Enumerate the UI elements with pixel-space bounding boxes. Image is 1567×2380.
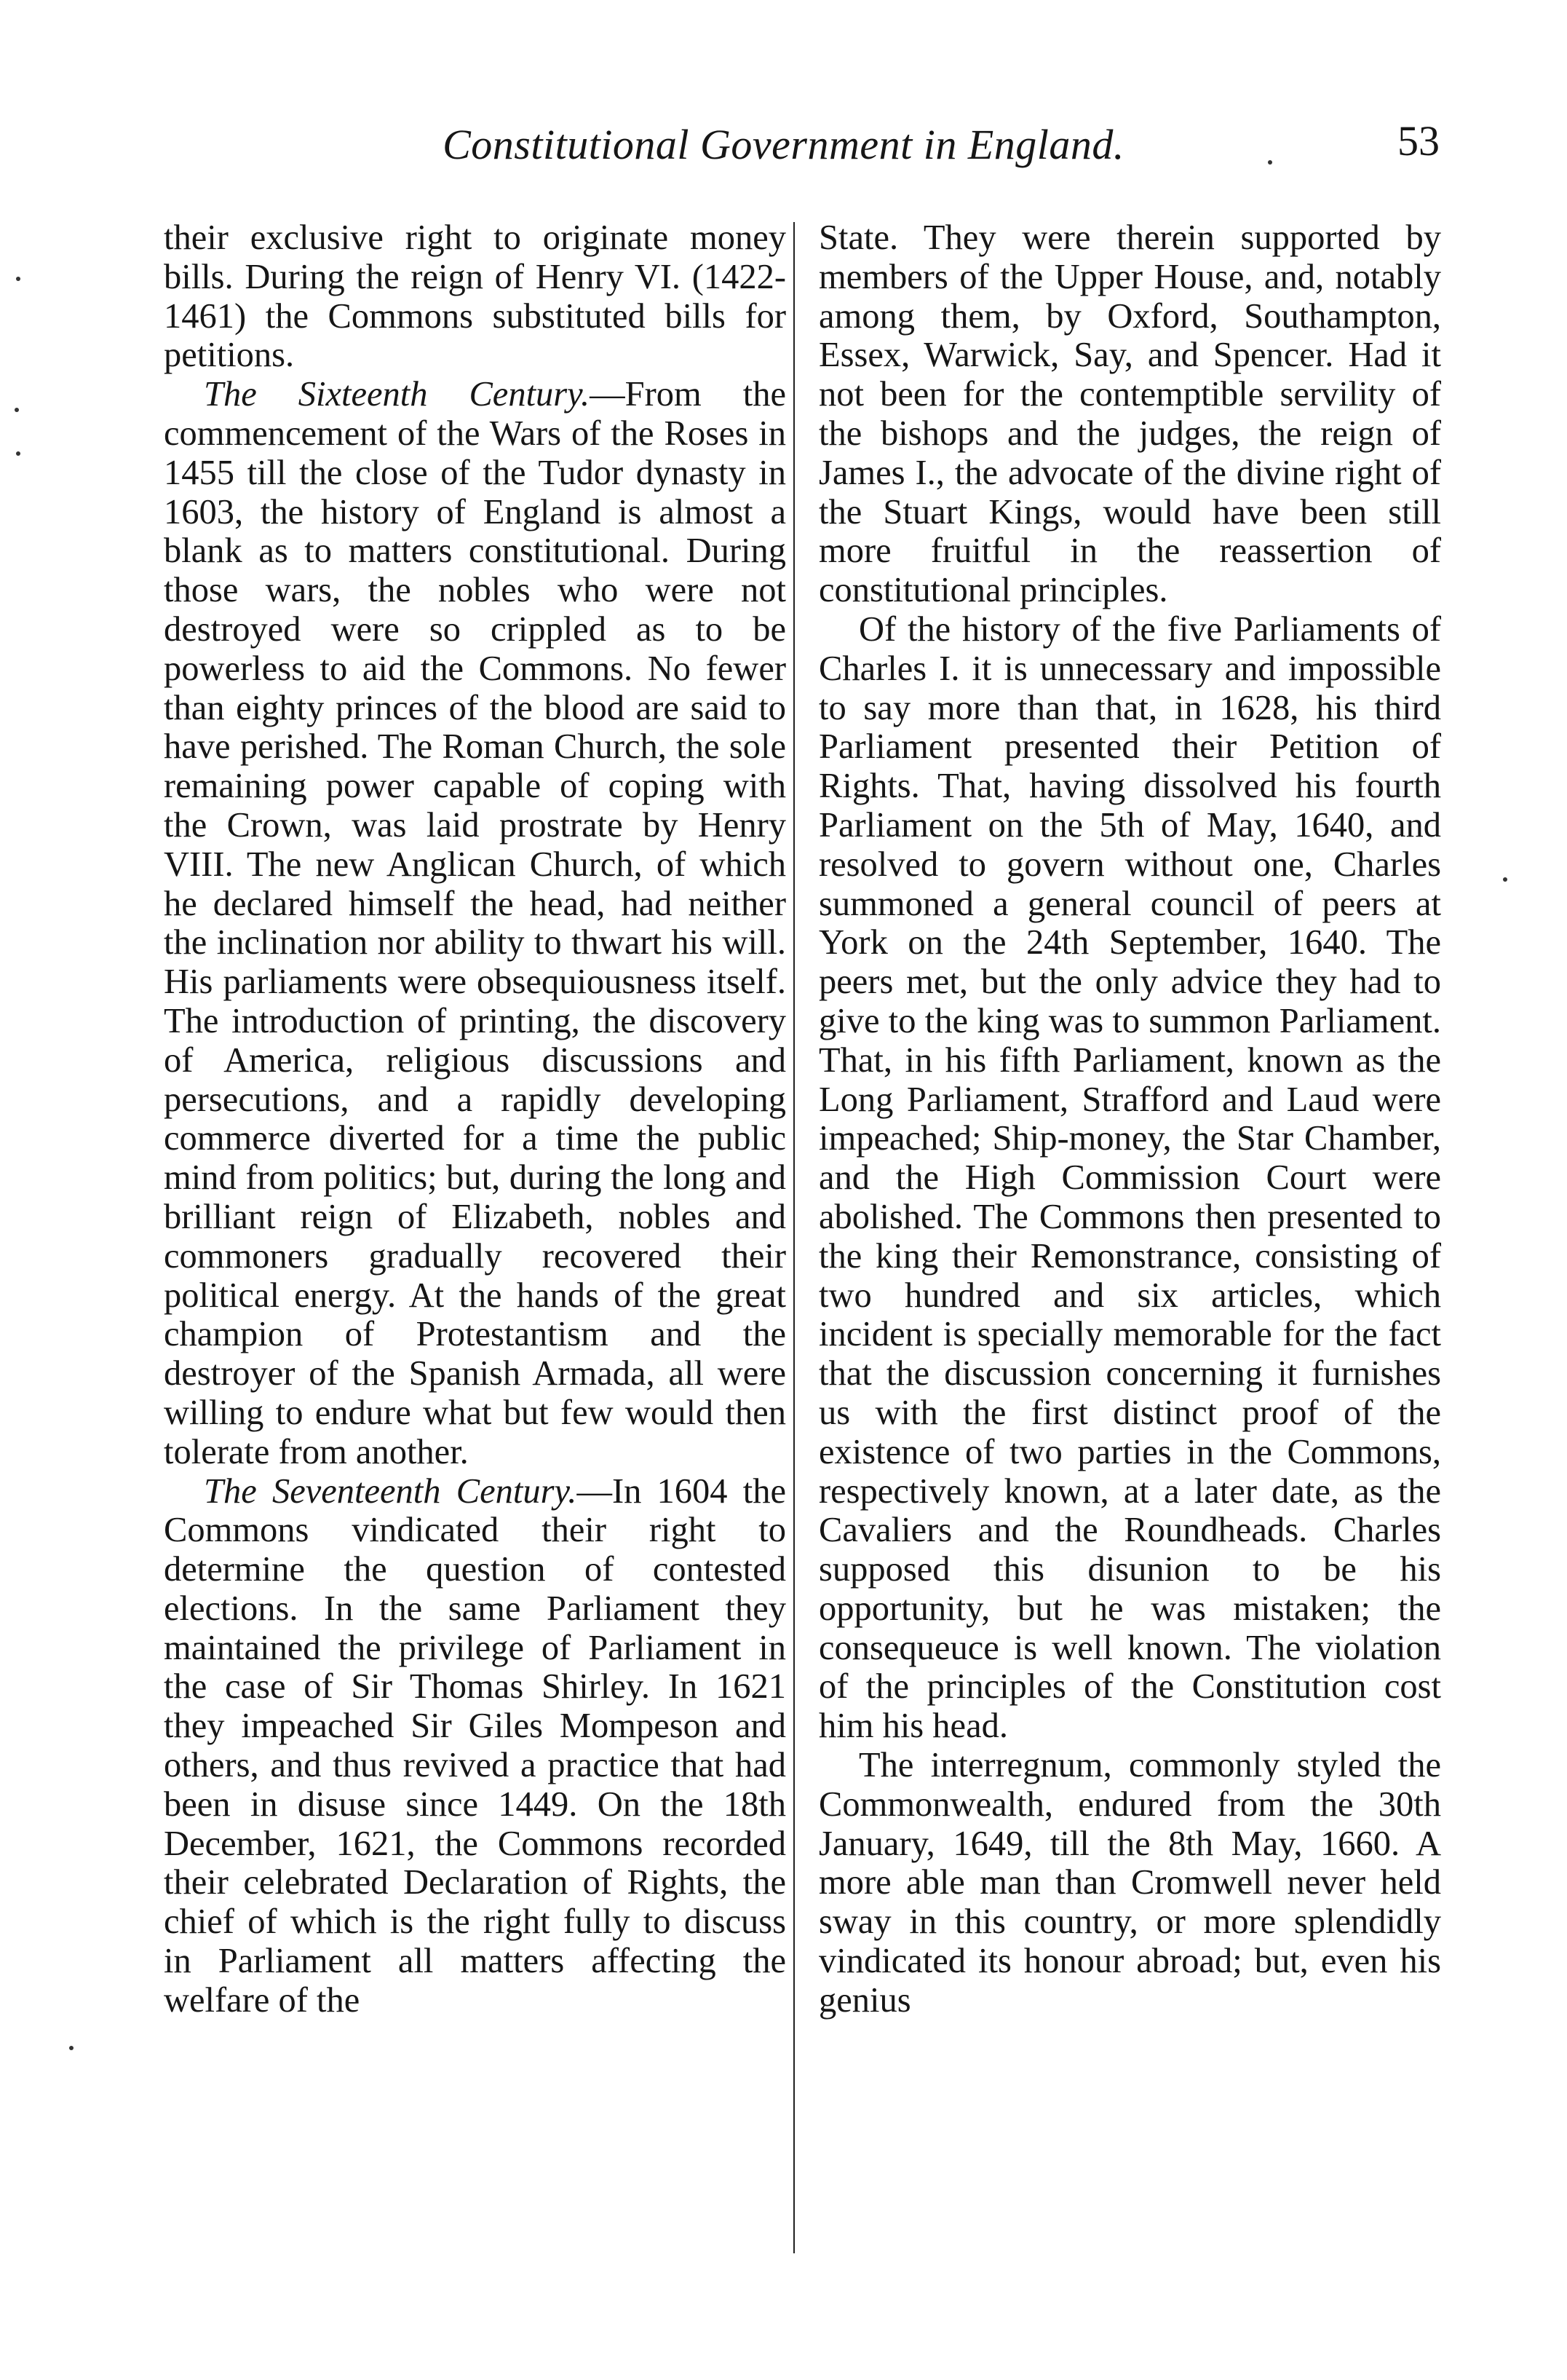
paragraph-charles-i: Of the history of the five Parliaments of Charles I. it is unnecessary and impossible to say more than that, in 1628, his third Parliament presented their Petition of Rights. That, having dissolved his fourth Parliament on the 5th of May, 1640, and resolved to govern without one, Charles summoned a general council of peers at York on the 24th September, 1640. The peers met, but the only advice they had to give to the king was to summon Parliament. That, in his fifth Parliament, known as the Long Parliament, Strafford and Laud were impeached; Ship-money, the Star Chamber, and the High Commission Court were abolished. The Commons then presented to the king their Remonstrance, consisting of two hundred and six articles, which incident is specially memorable for the fact that the discussion concerning it furnishes us with the first distinct proof of the existence of two parties in the Commons, respectively known, at a later date, as the Cavaliers and the Roundheads. Charles supposed this disunion to be his opportunity, but he was mistaken; the consequeuce is well known. The violation of the principles of the Constitution cost him his head. [819, 609, 1441, 1746]
paragraph-sixteenth-century [164, 375, 786, 1471]
paragraph-continued: State. They were therein supported by members of the Upper House, and, notably among them, by Oxford, Southampton, Essex, Warwick, Say, and Spencer. Had it not been for the contemptible servility of the bishops and the judges, the reign of James I., the advocate of the divine right of the Stuart Kings, would have been still more fruitful in the reassertion of constitutional principles. [819, 218, 1441, 610]
scan-speck [69, 2046, 74, 2050]
left-column [164, 218, 786, 2020]
right-column [819, 218, 1441, 2020]
page-number: 53 [1397, 117, 1440, 165]
paragraph-seventeenth-century [164, 1472, 786, 2020]
paragraph-interregnum: The interregnum, commonly styled the Commonwealth, endured from the 30th January, 1649, till the 8th May, 1660. A more able man than Cromwell never held sway in this country, or more splendidly vindicated its honour abroad; but, even his genius [819, 1746, 1441, 2020]
section-heading-seventeenth-century: The Seventeenth Century. [204, 1471, 577, 1511]
paragraph-continued: their exclusive right to originate money bills. During the reign of Henry VI. (1422-1461) the Commons substituted bills for petitions. [164, 218, 786, 375]
column-divider [793, 222, 795, 2253]
running-header-title: Constitutional Government in England. [443, 121, 1124, 168]
section-heading-sixteenth-century: The Sixteenth Century. [204, 375, 590, 414]
paragraph-text: —From the commencement of the Wars of the Roses in 1455 till the close of the Tudor dynasty in 1603, the history of England is almost a blank as to matters constitutional. During those wars, the nobles who were not destroyed were so crippled as to be powerless to aid the Commons. No fewer than eighty princes of the blood are said to have perished. The Roman Church, the sole remaining power capable of coping with the Crown, was laid prostrate by Henry VIII. The new Anglican Church, of which he declared himself the head, had neither the inclination nor ability to thwart his will. His parliaments were obsequiousness itself. The introduction of printing, the discovery of America, religious discussions and persecutions, and a rapidly developing commerce diverted for a time the public mind from politics; but, during the long and brilliant reign of Elizabeth, nobles and commoners gradually recovered their political energy. At the hands of the great champion of Protestantism and the destroyer of the Spanish Armada, all were willing to endure what but few would then tolerate from another. [164, 375, 786, 1471]
scan-speck [1503, 877, 1507, 882]
scan-speck [16, 451, 20, 456]
paragraph-text: —In 1604 the Commons vindicated their right to determine the question of contested elections. In the same Parliament they maintained the privilege of Parliament in the case of Sir Thomas Shirley. In 1621 they impeached Sir Giles Mompeson and others, and thus revived a practice that had been in disuse since 1449. On the 18th December, 1621, the Commons recorded their celebrated Declaration of Rights, the chief of which is the right fully to discuss in Parliament all matters affecting the welfare of the [164, 1471, 786, 2020]
scan-speck [16, 277, 20, 281]
scan-speck [1268, 160, 1272, 165]
scan-speck [15, 408, 19, 412]
